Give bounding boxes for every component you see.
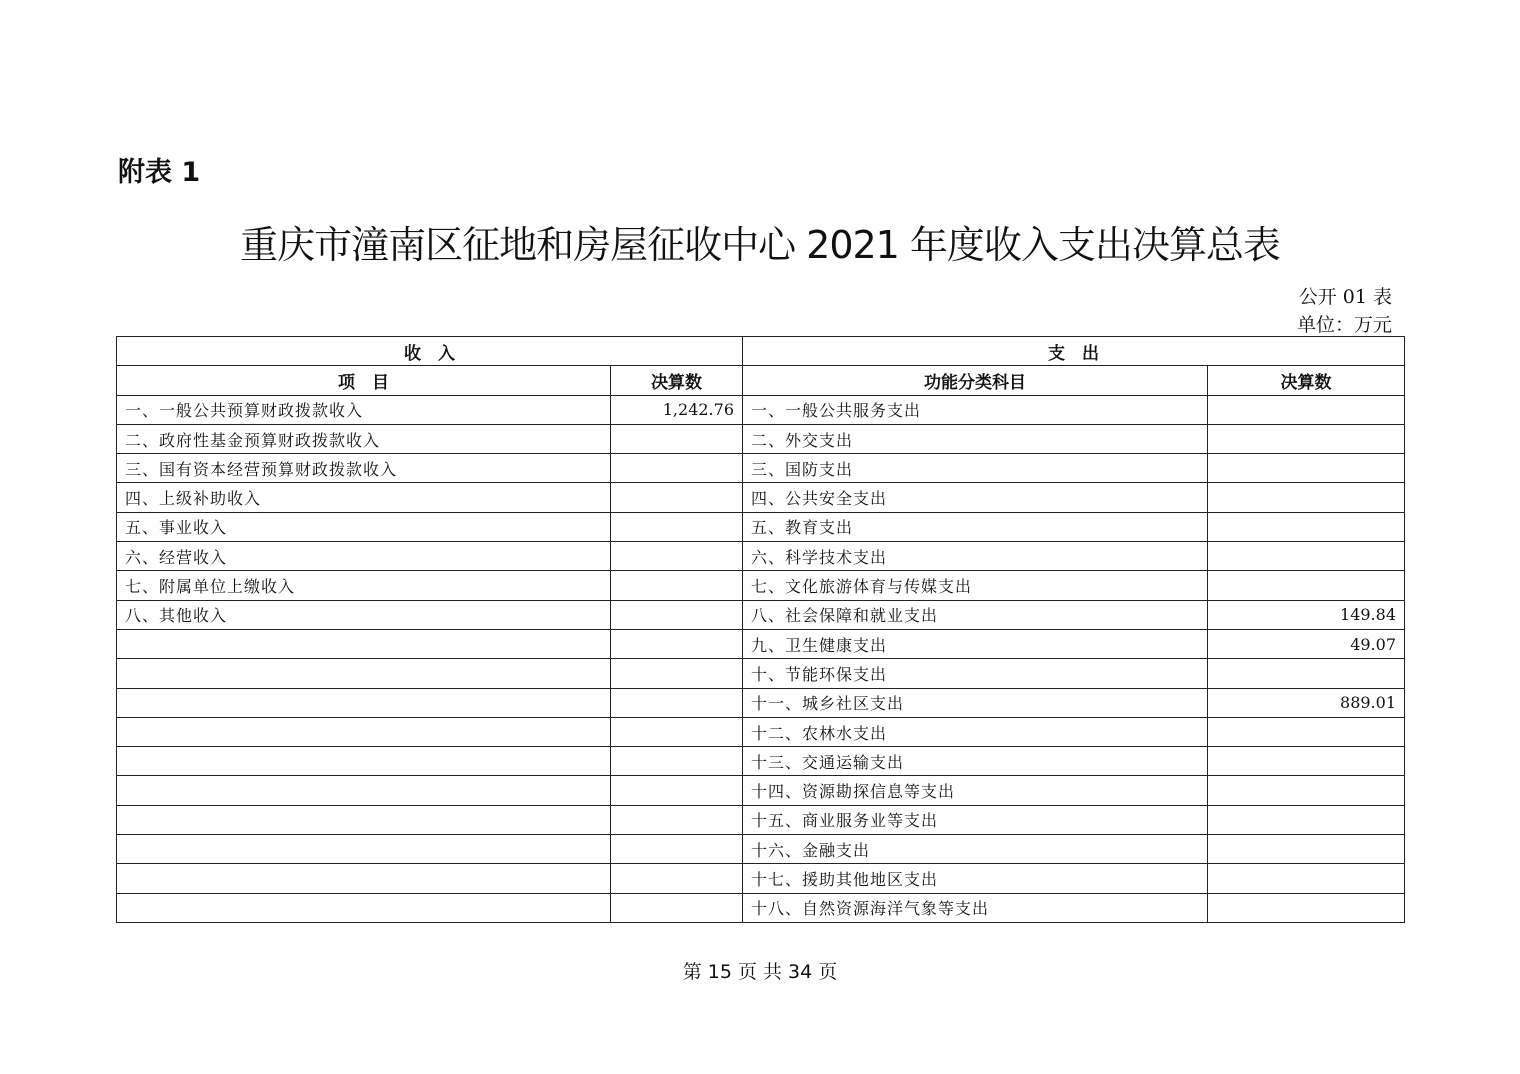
income-amount-cell	[611, 864, 743, 893]
expense-item-cell: 七、文化旅游体育与传媒支出	[743, 571, 1208, 600]
expense-item-cell: 十三、交通运输支出	[743, 747, 1208, 776]
income-item-cell: 四、上级补助收入	[117, 483, 611, 512]
expense-amount-cell	[1208, 776, 1405, 805]
income-item-cell	[117, 629, 611, 658]
table-row	[117, 483, 1405, 512]
income-amount-cell	[611, 571, 743, 600]
table-row	[117, 600, 1405, 629]
table-row	[117, 747, 1405, 776]
income-amount-cell	[611, 835, 743, 864]
income-amount-cell	[611, 659, 743, 688]
income-amount-header: 决算数	[611, 366, 743, 395]
expense-amount-header: 决算数	[1208, 366, 1405, 395]
table-row	[117, 805, 1405, 834]
expense-item-cell: 十八、自然资源海洋气象等支出	[743, 893, 1208, 922]
income-amount-cell	[611, 424, 743, 453]
income-amount-cell	[611, 776, 743, 805]
expense-item-cell: 十、节能环保支出	[743, 659, 1208, 688]
income-section-header: 收 入	[117, 337, 743, 366]
expense-amount-cell	[1208, 512, 1405, 541]
section-header-row	[117, 337, 1405, 366]
expense-item-cell: 十七、援助其他地区支出	[743, 864, 1208, 893]
expense-item-cell: 九、卫生健康支出	[743, 629, 1208, 658]
table-row	[117, 776, 1405, 805]
income-item-cell: 七、附属单位上缴收入	[117, 571, 611, 600]
income-amount-cell	[611, 629, 743, 658]
expense-item-cell: 四、公共安全支出	[743, 483, 1208, 512]
expense-item-header: 功能分类科目	[743, 366, 1208, 395]
expense-item-cell: 五、教育支出	[743, 512, 1208, 541]
expense-amount-cell	[1208, 835, 1405, 864]
expense-amount-cell	[1208, 483, 1405, 512]
expense-amount-cell	[1208, 454, 1405, 483]
income-item-cell: 六、经营收入	[117, 542, 611, 571]
income-item-header: 项 目	[117, 366, 611, 395]
expense-item-cell: 八、社会保障和就业支出	[743, 600, 1208, 629]
table-row	[117, 717, 1405, 746]
expense-amount-cell	[1208, 717, 1405, 746]
table-row	[117, 835, 1405, 864]
income-item-cell	[117, 864, 611, 893]
income-item-cell	[117, 659, 611, 688]
income-amount-cell	[611, 512, 743, 541]
expense-item-cell: 十四、资源勘探信息等支出	[743, 776, 1208, 805]
income-item-cell: 三、国有资本经营预算财政拨款收入	[117, 454, 611, 483]
expense-amount-cell	[1208, 659, 1405, 688]
expense-amount-cell	[1208, 571, 1405, 600]
expense-item-cell: 十六、金融支出	[743, 835, 1208, 864]
income-amount-cell	[611, 483, 743, 512]
expense-amount-cell: 49.07	[1208, 629, 1405, 658]
table-row	[117, 542, 1405, 571]
income-amount-cell	[611, 454, 743, 483]
expense-item-cell: 三、国防支出	[743, 454, 1208, 483]
income-amount-cell	[611, 805, 743, 834]
attachment-label: 附表 1	[118, 157, 201, 188]
expense-amount-cell	[1208, 864, 1405, 893]
expense-item-cell: 十二、农林水支出	[743, 717, 1208, 746]
income-amount-cell	[611, 688, 743, 717]
income-item-cell	[117, 717, 611, 746]
expense-section-header: 支 出	[743, 337, 1405, 366]
table-row	[117, 688, 1405, 717]
income-amount-cell: 1,242.76	[611, 395, 743, 424]
table-row	[117, 629, 1405, 658]
income-item-cell	[117, 776, 611, 805]
income-amount-cell	[611, 893, 743, 922]
income-item-cell: 一、一般公共预算财政拨款收入	[117, 395, 611, 424]
unit-label: 单位：万元	[1296, 314, 1392, 336]
expense-amount-cell	[1208, 805, 1405, 834]
table-row	[117, 864, 1405, 893]
column-header-row	[117, 366, 1405, 395]
income-item-cell: 五、事业收入	[117, 512, 611, 541]
expense-item-cell: 一、一般公共服务支出	[743, 395, 1208, 424]
income-item-cell: 二、政府性基金预算财政拨款收入	[117, 424, 611, 453]
expense-amount-cell	[1208, 747, 1405, 776]
table-row	[117, 893, 1405, 922]
expense-amount-cell	[1208, 893, 1405, 922]
table-row	[117, 395, 1405, 424]
income-item-cell	[117, 688, 611, 717]
page-number: 第 15 页 共 34 页	[682, 961, 838, 983]
table-row	[117, 659, 1405, 688]
expense-amount-cell: 149.84	[1208, 600, 1405, 629]
table-row	[117, 424, 1405, 453]
income-item-cell: 八、其他收入	[117, 600, 611, 629]
income-amount-cell	[611, 542, 743, 571]
expense-item-cell: 二、外交支出	[743, 424, 1208, 453]
table-code: 公开 01 表	[1298, 286, 1392, 308]
income-item-cell	[117, 805, 611, 834]
income-item-cell	[117, 893, 611, 922]
table-row	[117, 512, 1405, 541]
table-row	[117, 571, 1405, 600]
income-amount-cell	[611, 747, 743, 776]
expense-item-cell: 十五、商业服务业等支出	[743, 805, 1208, 834]
income-item-cell	[117, 835, 611, 864]
expense-amount-cell	[1208, 542, 1405, 571]
expense-item-cell: 十一、城乡社区支出	[743, 688, 1208, 717]
expense-amount-cell	[1208, 424, 1405, 453]
budget-summary-table	[116, 336, 1405, 923]
table-row	[117, 454, 1405, 483]
expense-amount-cell	[1208, 395, 1405, 424]
income-item-cell	[117, 747, 611, 776]
income-amount-cell	[611, 717, 743, 746]
income-amount-cell	[611, 600, 743, 629]
expense-amount-cell: 889.01	[1208, 688, 1405, 717]
page-title: 重庆市潼南区征地和房屋征收中心 2021 年度收入支出决算总表	[240, 223, 1280, 267]
expense-item-cell: 六、科学技术支出	[743, 542, 1208, 571]
